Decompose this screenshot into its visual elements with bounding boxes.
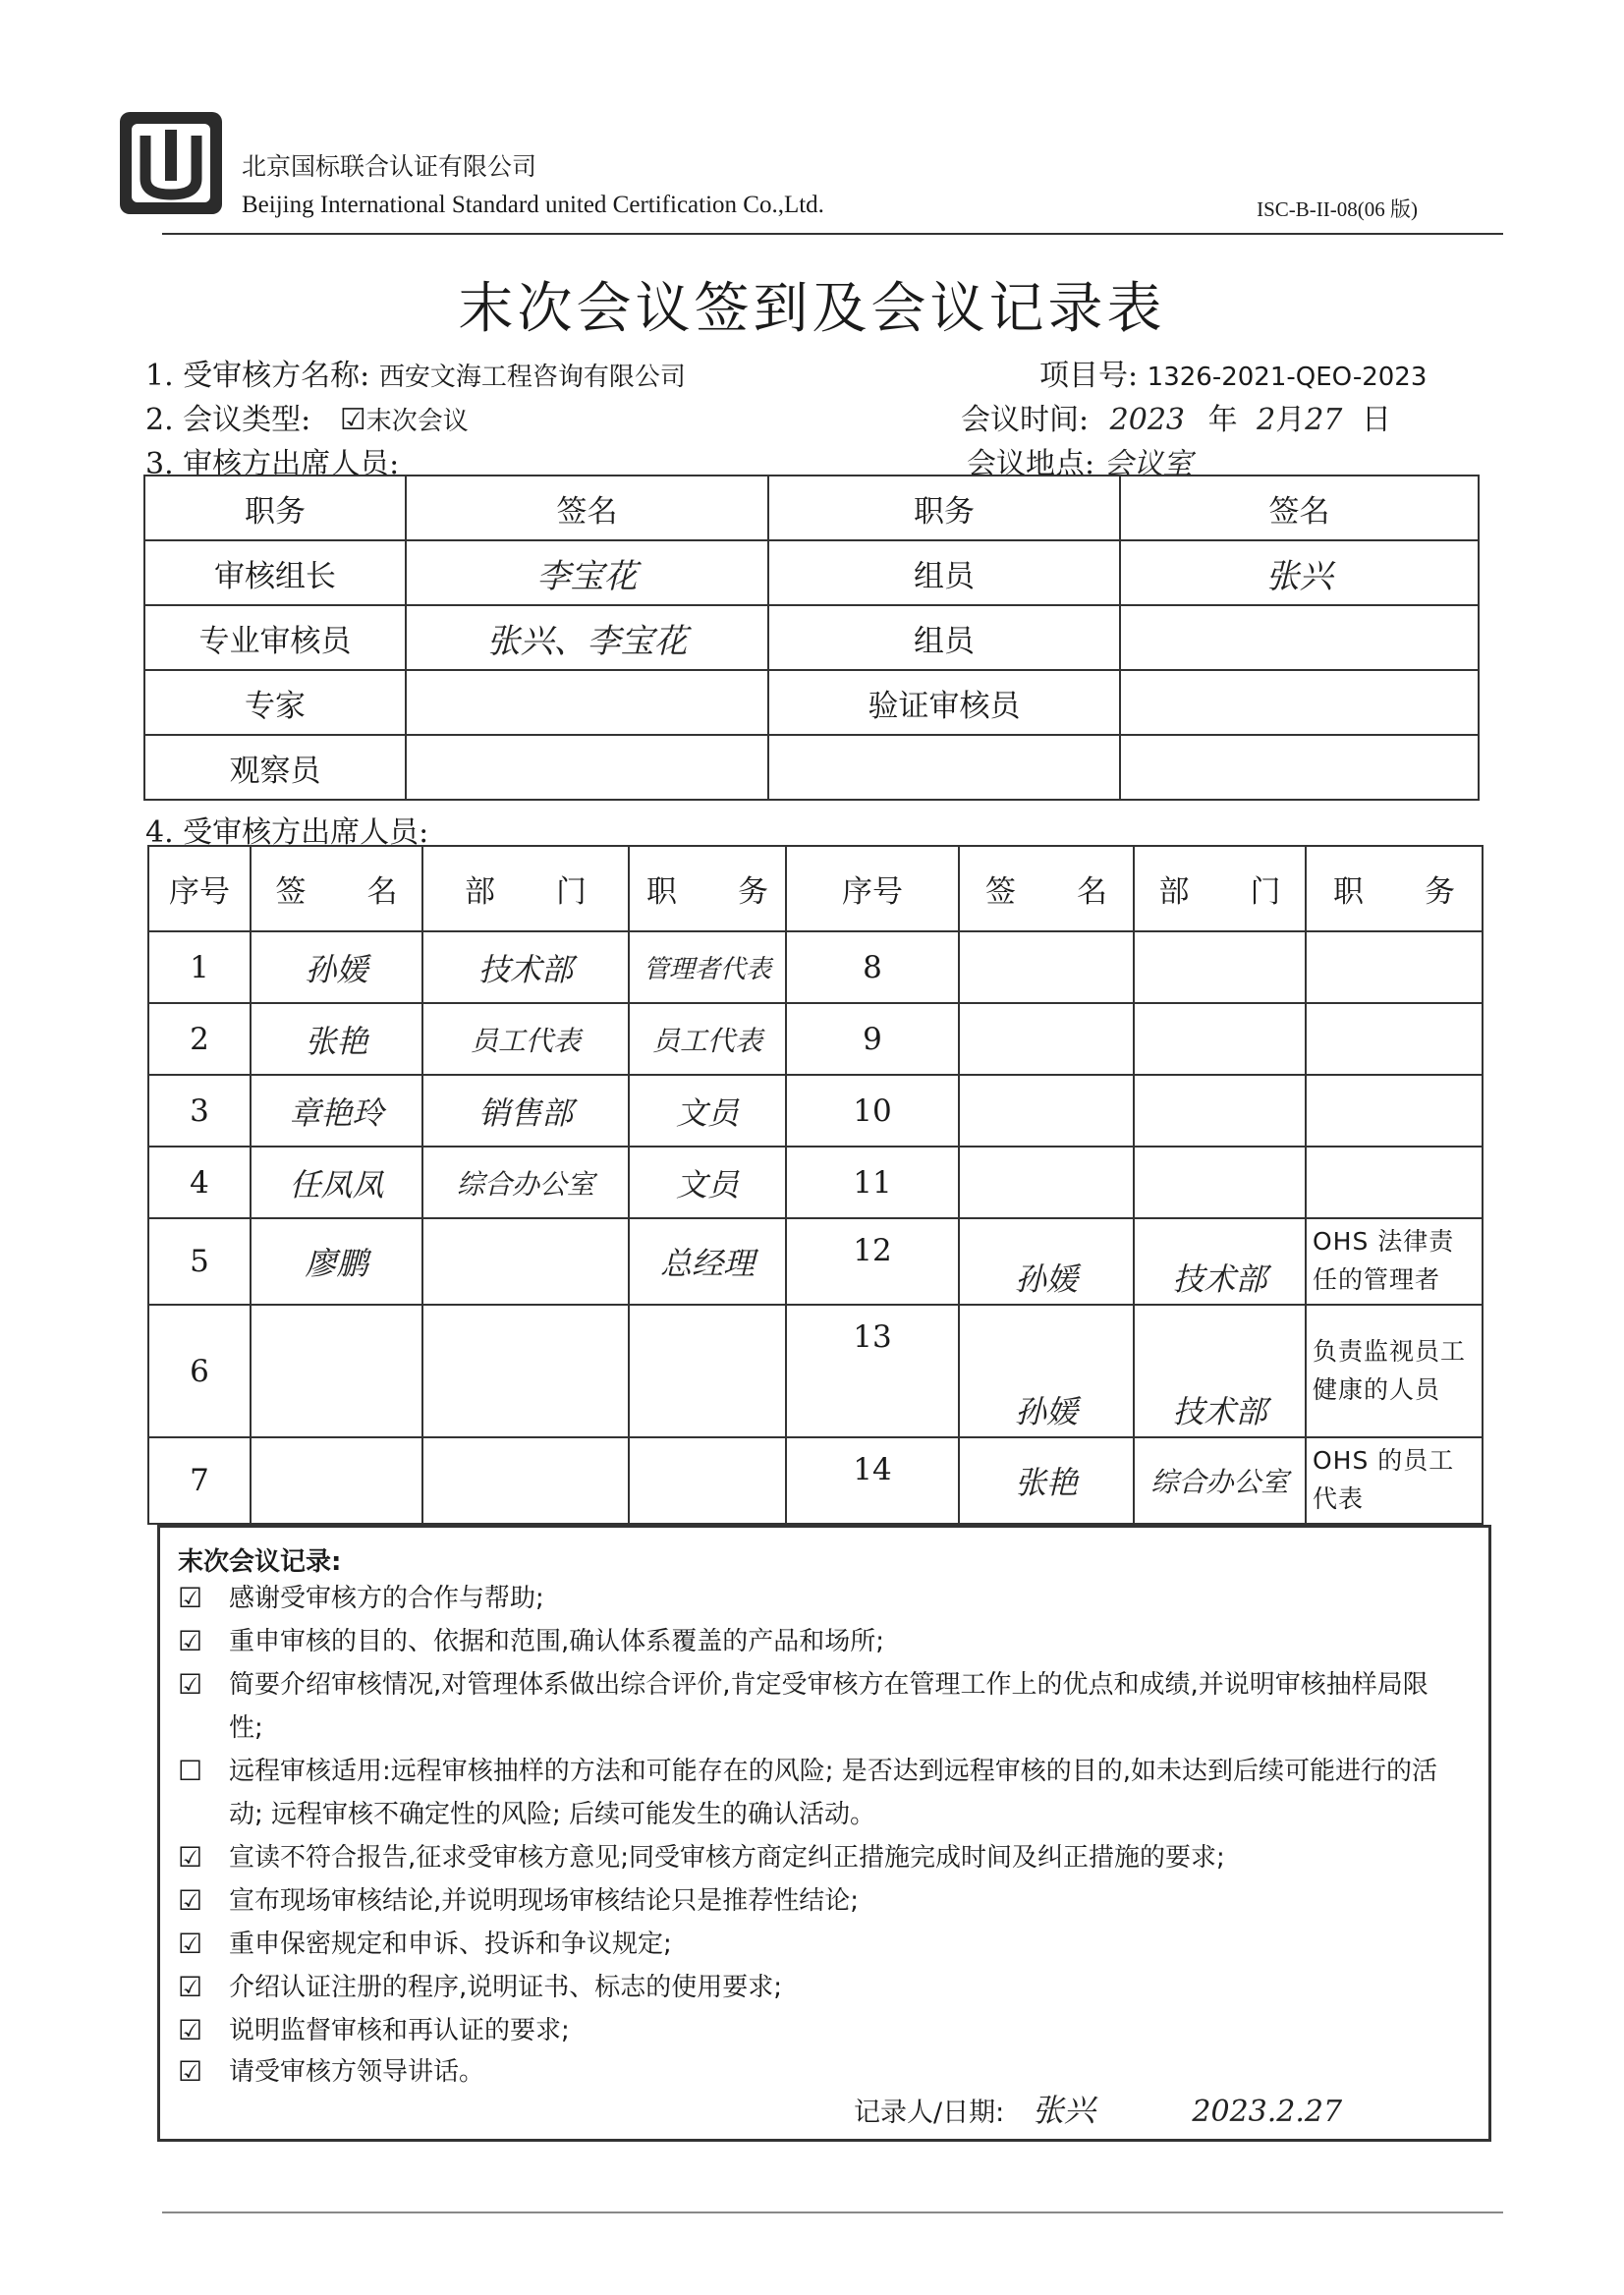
table-row [148, 1075, 1483, 1147]
table-row [148, 1305, 1483, 1437]
row-number: 11 [786, 1147, 959, 1218]
position-cell [1306, 1003, 1483, 1075]
note-item [178, 1923, 1457, 1967]
auditee-value: 西安文海工程咨询有限公司 [378, 363, 686, 392]
meeting-time-month: 2 [1257, 403, 1276, 437]
checkbox-icon: ☑ [178, 1582, 203, 1614]
role-cell: 审核组长 [144, 540, 406, 605]
checkbox-icon: ☑ [178, 2055, 203, 2088]
position-cell [1306, 1147, 1483, 1218]
position-cell [629, 1305, 786, 1437]
auditor-attendance-table [143, 475, 1480, 801]
table-row [144, 540, 1479, 605]
note-item [178, 1750, 1457, 1836]
department-cell: 销售部 [422, 1075, 629, 1147]
position-cell: 文员 [629, 1075, 786, 1147]
role-cell: 专家 [144, 670, 406, 735]
meeting-time-year: 2023 [1109, 403, 1186, 437]
column-header: 签名 [406, 476, 768, 540]
signature-cell [1120, 605, 1479, 670]
column-header: 部 门 [422, 846, 629, 931]
signature-cell [251, 1437, 422, 1524]
row-number: 9 [786, 1003, 959, 1075]
table-row [144, 670, 1479, 735]
department-cell [1134, 1003, 1306, 1075]
recorder-label: 记录人/日期: [854, 2098, 1005, 2128]
position-cell [1306, 931, 1483, 1003]
note-item [178, 1663, 1457, 1750]
note-item [178, 1836, 1457, 1880]
signature-cell: 孙媛 [251, 931, 422, 1003]
note-text: 说明监督审核和再认证的要求; [229, 2016, 570, 2045]
role-cell: 验证审核员 [768, 670, 1120, 735]
signature-cell: 张兴、李宝花 [406, 605, 768, 670]
checkbox-icon: ☑ [178, 1841, 203, 1874]
column-header: 职 务 [629, 846, 786, 931]
table-header-row [144, 476, 1479, 540]
company-name-cn: 北京国标联合认证有限公司 [242, 152, 537, 181]
meeting-place-value: 会议室 [1103, 447, 1193, 481]
signature-cell: 任凤凤 [251, 1147, 422, 1218]
column-header: 序号 [148, 846, 251, 931]
note-text: 宣读不符合报告,征求受审核方意见;同受审核方商定纠正措施完成时间及纠正措施的要求; [229, 1843, 1225, 1873]
meeting-time-label: 会议时间: [961, 403, 1090, 437]
table-row [148, 931, 1483, 1003]
column-header: 职务 [768, 476, 1120, 540]
meeting-type-label: 2. 会议类型: [145, 403, 311, 437]
department-cell: 员工代表 [422, 1003, 629, 1075]
signature-cell: 张兴 [1120, 540, 1479, 605]
row-number: 1 [148, 931, 251, 1003]
document-number: ISC-B-II-08(06 版) [1257, 197, 1418, 221]
auditee-attendance-table [147, 845, 1484, 1525]
role-cell: 专业审核员 [144, 605, 406, 670]
auditee-label: 1. 受审核方名称: [145, 359, 370, 393]
department-cell [1134, 1147, 1306, 1218]
signature-cell [959, 931, 1134, 1003]
signature-cell [959, 1075, 1134, 1147]
column-header: 职 务 [1306, 846, 1483, 931]
row-number: 6 [148, 1305, 251, 1437]
checkbox-icon: ☑ [178, 1668, 203, 1701]
project-number-line [1039, 351, 1427, 394]
role-cell: 组员 [768, 605, 1120, 670]
department-cell [1134, 931, 1306, 1003]
position-cell: OHS 的员工代表 [1306, 1437, 1483, 1524]
column-header: 职务 [144, 476, 406, 540]
meeting-time-year-unit: 年 [1207, 403, 1238, 437]
note-item [178, 1620, 1457, 1664]
row-number: 12 [786, 1218, 959, 1305]
page-title: 末次会议签到及会议记录表 [458, 277, 1166, 341]
column-header: 签 名 [959, 846, 1134, 931]
checkbox-icon: ☑ [178, 1625, 203, 1657]
checkbox-icon: ☑ [178, 1884, 203, 1917]
meeting-time-month-unit: 月 [1275, 403, 1306, 437]
note-item [178, 1966, 1457, 2010]
role-cell [768, 735, 1120, 800]
row-number: 7 [148, 1437, 251, 1524]
signature-cell: 张艳 [959, 1437, 1134, 1524]
note-text: 远程审核适用:远程审核抽样的方法和可能存在的风险; 是否达到远程审核的目的,如未达到后续可能进行的活动; 远程审核不确定性的风险; 后续可能发生的确认活动。 [229, 1757, 1438, 1829]
auditor-attendees-label: 3. 审核方出席人员: [145, 447, 400, 481]
signature-cell: 章艳玲 [251, 1075, 422, 1147]
footer-divider [162, 2211, 1503, 2213]
position-cell: 文员 [629, 1147, 786, 1218]
meeting-time-day: 27 [1305, 403, 1343, 437]
signature-cell [1120, 735, 1479, 800]
department-cell: 技术部 [1134, 1218, 1306, 1305]
note-text: 重申保密规定和申诉、投诉和争议规定; [229, 1930, 672, 1959]
checkbox-icon: ☑ [178, 1971, 203, 2003]
department-cell [422, 1218, 629, 1305]
signature-cell [1120, 670, 1479, 735]
role-cell: 观察员 [144, 735, 406, 800]
table-row [148, 1147, 1483, 1218]
position-cell [629, 1437, 786, 1524]
table-row [148, 1437, 1483, 1524]
signature-cell [959, 1003, 1134, 1075]
table-row [144, 735, 1479, 800]
row-number: 8 [786, 931, 959, 1003]
column-header: 签名 [1120, 476, 1479, 540]
notes-title: 末次会议记录: [178, 1547, 342, 1577]
table-header-row [148, 846, 1483, 931]
signature-cell: 孙媛 [959, 1305, 1134, 1437]
meeting-time-line [961, 395, 1391, 438]
table-row [148, 1218, 1483, 1305]
note-text: 感谢受审核方的合作与帮助; [229, 1584, 544, 1613]
department-cell: 技术部 [1134, 1305, 1306, 1437]
meeting-type-value: 末次会议 [365, 407, 469, 436]
note-text: 介绍认证注册的程序,说明证书、标志的使用要求; [229, 1973, 783, 2002]
signature-cell [406, 735, 768, 800]
row-number: 4 [148, 1147, 251, 1218]
project-value: 1326-2021-QEO-2023 [1147, 363, 1428, 392]
position-cell: 总经理 [629, 1218, 786, 1305]
note-text: 请受审核方领导讲话。 [229, 2057, 485, 2087]
recorder-signature: 张兴 [1032, 2092, 1095, 2129]
row-number: 5 [148, 1218, 251, 1305]
meeting-time-day-unit: 日 [1361, 403, 1391, 437]
table-row [144, 605, 1479, 670]
company-name-en: Beijing International Standard united Certification Co.,Ltd. [242, 192, 824, 218]
project-label: 项目号: [1039, 359, 1139, 393]
position-cell: 负责监视员工健康的人员 [1306, 1305, 1483, 1437]
department-cell: 综合办公室 [422, 1147, 629, 1218]
company-logo [118, 110, 224, 216]
meeting-type-line [145, 395, 469, 438]
column-header: 部 门 [1134, 846, 1306, 931]
role-cell: 组员 [768, 540, 1120, 605]
note-item [178, 2009, 1457, 2053]
signature-cell: 李宝花 [406, 540, 768, 605]
meeting-notes-box [157, 1525, 1491, 2142]
department-cell [1134, 1075, 1306, 1147]
meeting-type-checkbox: ☑ [339, 403, 366, 437]
position-cell: 管理者代表 [629, 931, 786, 1003]
row-number: 13 [786, 1305, 959, 1437]
recorder-date: 2023.2.27 [1192, 2095, 1343, 2129]
department-cell: 技术部 [422, 931, 629, 1003]
department-cell: 综合办公室 [1134, 1437, 1306, 1524]
signature-cell: 孙媛 [959, 1218, 1134, 1305]
position-cell [1306, 1075, 1483, 1147]
meeting-place-label: 会议地点: [967, 447, 1095, 481]
position-cell: 员工代表 [629, 1003, 786, 1075]
column-header: 签 名 [251, 846, 422, 931]
auditee-name-line [145, 351, 686, 394]
signature-cell: 张艳 [251, 1003, 422, 1075]
note-item [178, 1879, 1457, 1924]
row-number: 10 [786, 1075, 959, 1147]
column-header: 序号 [786, 846, 959, 931]
note-text: 重申审核的目的、依据和范围,确认体系覆盖的产品和场所; [229, 1627, 885, 1656]
department-cell [422, 1305, 629, 1437]
row-number: 2 [148, 1003, 251, 1075]
table-row [148, 1003, 1483, 1075]
row-number: 3 [148, 1075, 251, 1147]
position-cell: OHS 法律责任的管理者 [1306, 1218, 1483, 1305]
note-item [178, 1577, 1457, 1621]
checkbox-icon: ☐ [178, 1755, 203, 1787]
recorder-line [854, 2086, 1342, 2131]
note-text: 简要介绍审核情况,对管理体系做出综合评价,肯定受审核方在管理工作上的优点和成绩,并说明审核抽样局限性; [229, 1670, 1428, 1743]
signature-cell: 廖鹏 [251, 1218, 422, 1305]
department-cell [422, 1437, 629, 1524]
note-text: 宣布现场审核结论,并说明现场审核结论只是推荐性结论; [229, 1886, 860, 1916]
header-divider [162, 233, 1503, 235]
checkbox-icon: ☑ [178, 2014, 203, 2046]
row-number: 14 [786, 1437, 959, 1524]
signature-cell [406, 670, 768, 735]
checkbox-icon: ☑ [178, 1928, 203, 1960]
signature-cell [959, 1147, 1134, 1218]
auditee-attendees-label: 4. 受审核方出席人员: [145, 815, 429, 850]
signature-cell [251, 1305, 422, 1437]
